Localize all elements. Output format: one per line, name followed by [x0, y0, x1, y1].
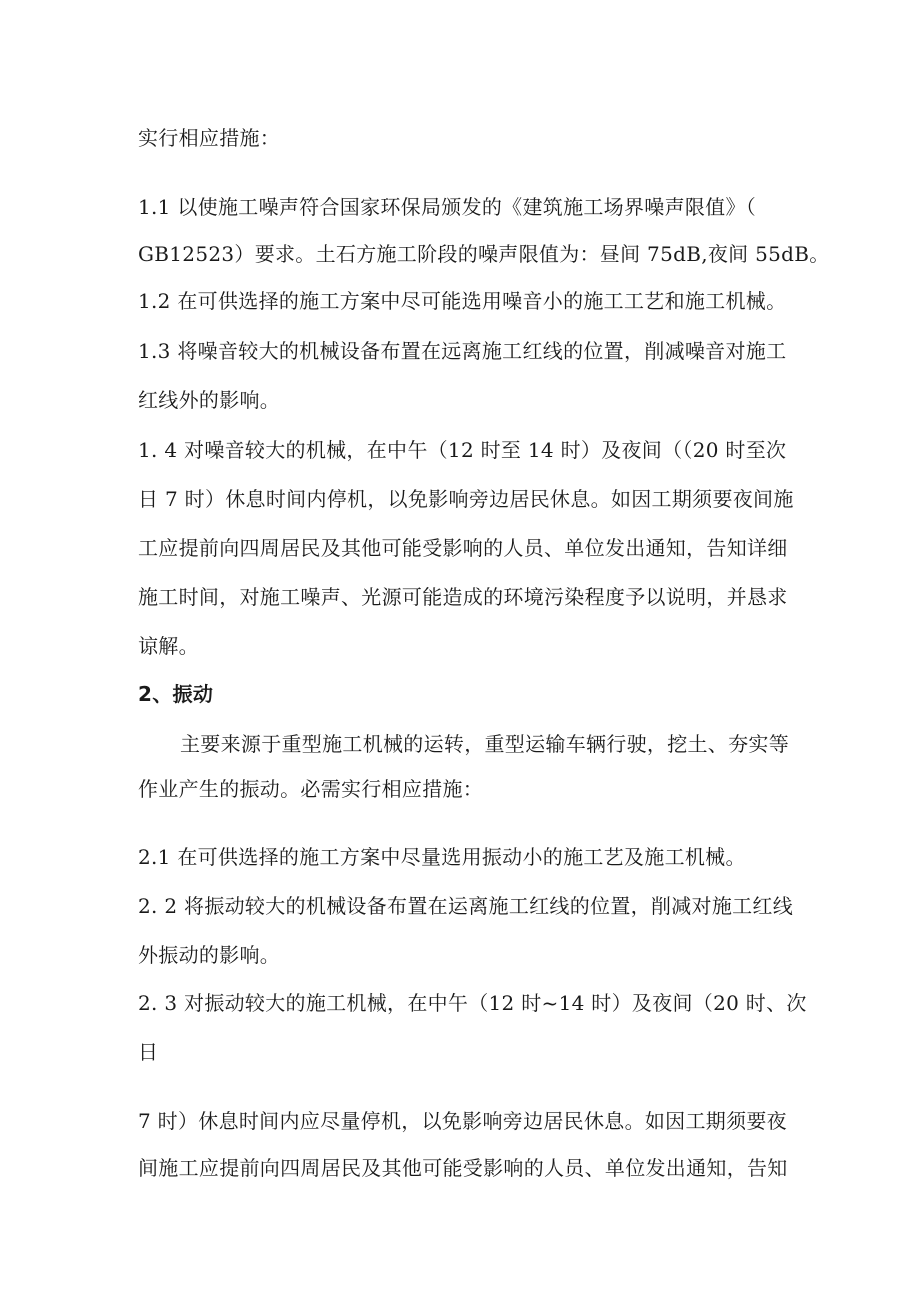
text-line-1-2: 1.2 在可供选择的施工方案中尽可能选用噪音小的施工工艺和施工机械。: [138, 289, 787, 313]
text-line-1-4-cont-2: 工应提前向四周居民及其他可能受影响的人员、单位发出通知，告知详细: [138, 536, 788, 560]
section-heading-vibration: 2、振动: [138, 682, 214, 706]
text-line-1-4-cont-3: 施工时间，对施工噪声、光源可能造成的环境污染程度予以说明，并恳求: [138, 585, 788, 609]
text-line-2-1: 2.1 在可供选择的施工方案中尽量选用振动小的施工艺及施工机械。: [138, 845, 746, 869]
text-line-1-3: 1.3 将噪音较大的机械设备布置在远离施工红线的位置，削减噪音对施工: [138, 339, 787, 363]
text-line-2-3-cont-3: 间施工应提前向四周居民及其他可能受影响的人员、单位发出通知，告知: [138, 1156, 788, 1180]
text-line-2-2-cont: 外振动的影响。: [138, 943, 281, 967]
text-line-1-1-cont: GB12523）要求。土石方施工阶段的噪声限值为：昼间 75dB,夜间 55dB。: [138, 242, 830, 266]
text-line-vibration-source-cont: 作业产生的振动。必需实行相应措施：: [138, 777, 484, 801]
text-line-1-3-cont: 红线外的影响。: [138, 388, 281, 412]
text-line-1-4-cont-1: 日 7 时）休息时间内停机，以免影响旁边居民休息。如因工期须要夜间施: [138, 487, 794, 511]
text-line-1-4: 1. 4 对噪音较大的机械，在中午（12 时至 14 时）及夜间（（20 时至次: [138, 438, 787, 462]
text-line-2-3-cont-1: 日: [138, 1040, 159, 1064]
text-line-vibration-source: 主要来源于重型施工机械的运转，重型运输车辆行驶，挖土、夯实等: [180, 732, 789, 756]
text-line-intro: 实行相应措施：: [138, 126, 281, 150]
text-line-1-4-cont-4: 谅解。: [138, 634, 199, 658]
text-line-1-1: 1.1 以使施工噪声符合国家环保局颁发的《建筑施工场界噪声限值》（: [138, 195, 757, 219]
text-line-2-3-cont-2: 7 时）休息时间内应尽量停机，以免影响旁边居民休息。如因工期须要夜: [138, 1109, 787, 1133]
text-line-2-2: 2. 2 将振动较大的机械设备布置在运离施工红线的位置，削减对施工红线: [138, 894, 794, 918]
text-line-2-3: 2. 3 对振动较大的施工机械，在中午（12 时~14 时）及夜间（20 时、次: [138, 991, 807, 1015]
